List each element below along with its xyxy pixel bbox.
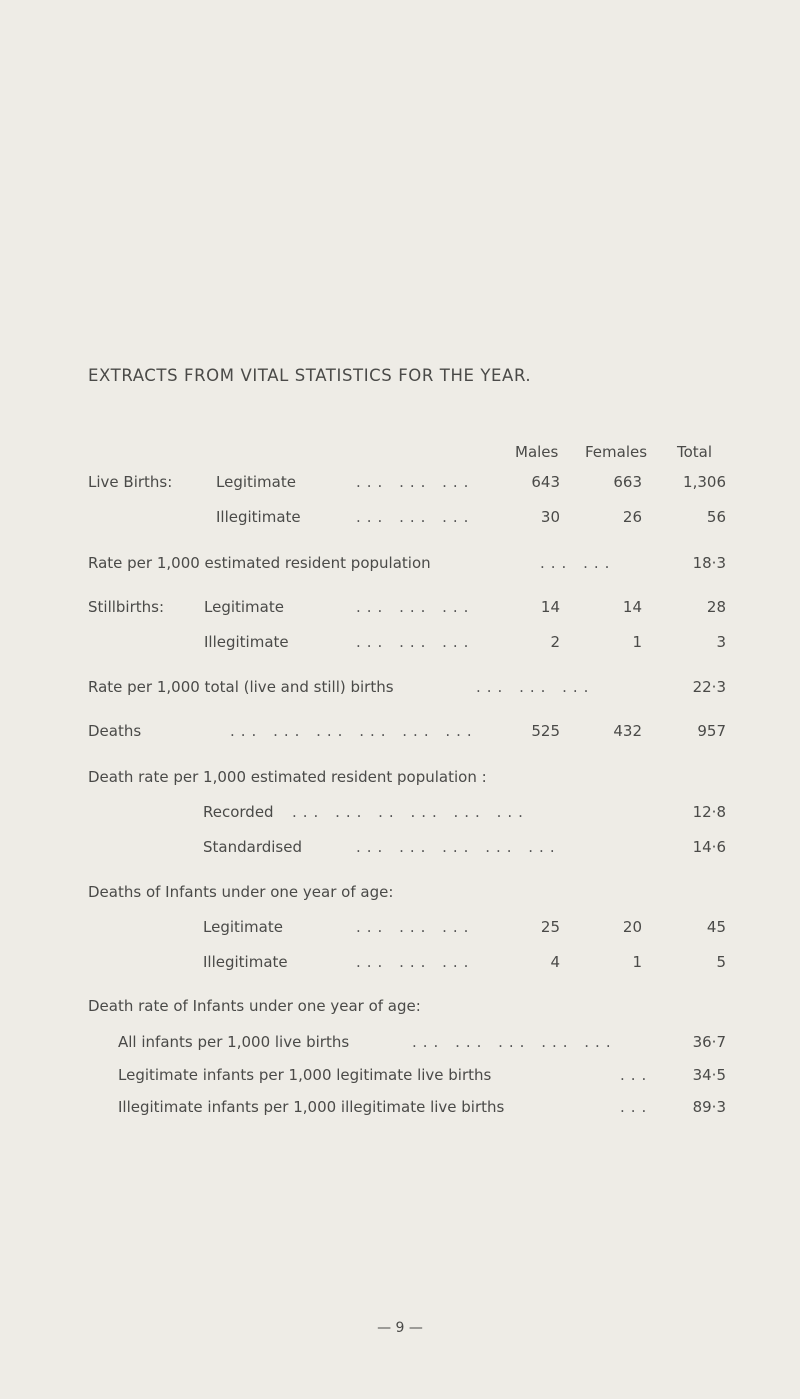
total-value: 957 bbox=[697, 722, 726, 740]
females-value: 432 bbox=[613, 722, 642, 740]
row-label: Legitimate infants per 1,000 legitimate live births bbox=[118, 1066, 492, 1084]
section-heading-death-rate bbox=[0, 768, 800, 790]
males-value: 30 bbox=[540, 508, 560, 526]
females-value: 26 bbox=[622, 508, 642, 526]
column-header-females: Females bbox=[585, 443, 648, 461]
males-value: 643 bbox=[531, 473, 560, 491]
row-label: Legitimate bbox=[204, 598, 284, 616]
leader-dots: ... ... ... bbox=[356, 633, 475, 651]
row-label: All infants per 1,000 live births bbox=[118, 1033, 350, 1051]
leader-dots: ... ... ... bbox=[356, 473, 475, 491]
table-row-rate-total-births bbox=[0, 678, 800, 700]
total-value: 14·6 bbox=[692, 838, 726, 856]
females-value: 1 bbox=[632, 953, 642, 971]
table-row-infant-illegitimate bbox=[0, 953, 800, 975]
leader-dots: ... ... ... bbox=[356, 953, 475, 971]
total-value: 5 bbox=[716, 953, 726, 971]
stillbirths-label: Stillbirths: bbox=[88, 598, 165, 616]
table-row-rate-resident bbox=[0, 554, 800, 576]
column-header-total: Total bbox=[677, 443, 713, 461]
males-value: 25 bbox=[540, 918, 560, 936]
table-row-stillbirths-legitimate bbox=[0, 598, 800, 620]
males-value: 525 bbox=[531, 722, 560, 740]
males-value: 14 bbox=[540, 598, 560, 616]
total-value: 89·3 bbox=[692, 1098, 726, 1116]
row-label: Illegitimate bbox=[203, 953, 288, 971]
column-header-males: Males bbox=[515, 443, 559, 461]
table-row-live-births-illegitimate bbox=[0, 508, 800, 530]
row-label: Illegitimate bbox=[216, 508, 301, 526]
leader-dots: ... ... ... bbox=[356, 598, 475, 616]
table-row-deaths bbox=[0, 722, 800, 744]
females-value: 14 bbox=[622, 598, 642, 616]
row-label: Rate per 1,000 estimated resident population bbox=[88, 554, 431, 572]
total-value: 22·3 bbox=[692, 678, 726, 696]
total-value: 56 bbox=[706, 508, 726, 526]
table-row-infant-legitimate bbox=[0, 918, 800, 940]
leader-dots: ... ... ... bbox=[476, 678, 595, 696]
section-heading-infant-death-rate bbox=[0, 997, 800, 1019]
females-value: 20 bbox=[622, 918, 642, 936]
table-row-legitimate-infants bbox=[0, 1066, 800, 1088]
row-label: Recorded bbox=[203, 803, 274, 821]
row-label: Illegitimate bbox=[204, 633, 289, 651]
section-heading-infant-deaths bbox=[0, 883, 800, 905]
leader-dots: ... bbox=[620, 1066, 653, 1084]
total-value: 12·8 bbox=[692, 803, 726, 821]
total-value: 3 bbox=[716, 633, 726, 651]
total-value: 28 bbox=[706, 598, 726, 616]
row-label: Standardised bbox=[203, 838, 302, 856]
table-row-recorded bbox=[0, 803, 800, 825]
leader-dots: ... ... ... ... ... ... bbox=[230, 722, 478, 740]
total-value: 36·7 bbox=[692, 1033, 726, 1051]
row-label: Legitimate bbox=[203, 918, 283, 936]
females-value: 1 bbox=[632, 633, 642, 651]
row-label: Legitimate bbox=[216, 473, 296, 491]
leader-dots: ... bbox=[620, 1098, 653, 1116]
leader-dots: ... ... bbox=[540, 554, 616, 572]
page-number: — 9 — bbox=[377, 1320, 423, 1336]
leader-dots: ... ... ... ... ... bbox=[412, 1033, 617, 1051]
males-value: 4 bbox=[550, 953, 560, 971]
section-heading: Death rate per 1,000 estimated resident population : bbox=[88, 768, 487, 786]
row-label: Rate per 1,000 total (live and still) births bbox=[88, 678, 394, 696]
total-value: 34·5 bbox=[692, 1066, 726, 1084]
table-row-standardised bbox=[0, 838, 800, 860]
section-heading: Deaths of Infants under one year of age: bbox=[88, 883, 394, 901]
total-value: 45 bbox=[706, 918, 726, 936]
table-row-stillbirths-illegitimate bbox=[0, 633, 800, 655]
table-row-all-infants bbox=[0, 1033, 800, 1055]
total-value: 1,306 bbox=[683, 473, 726, 491]
table-row-illegitimate-infants bbox=[0, 1098, 800, 1120]
row-label: Illegitimate infants per 1,000 illegitimate live births bbox=[118, 1098, 505, 1116]
page-title: EXTRACTS FROM VITAL STATISTICS FOR THE YEAR. bbox=[88, 366, 532, 385]
live-births-label: Live Births: bbox=[88, 473, 173, 491]
males-value: 2 bbox=[550, 633, 560, 651]
leader-dots: ... ... ... bbox=[356, 508, 475, 526]
leader-dots: ... ... .. ... ... ... bbox=[292, 803, 529, 821]
row-label: Deaths bbox=[88, 722, 142, 740]
table-row-live-births-legitimate bbox=[0, 473, 800, 495]
females-value: 663 bbox=[613, 473, 642, 491]
leader-dots: ... ... ... ... ... bbox=[356, 838, 561, 856]
total-value: 18·3 bbox=[692, 554, 726, 572]
section-heading: Death rate of Infants under one year of age: bbox=[88, 997, 421, 1015]
leader-dots: ... ... ... bbox=[356, 918, 475, 936]
